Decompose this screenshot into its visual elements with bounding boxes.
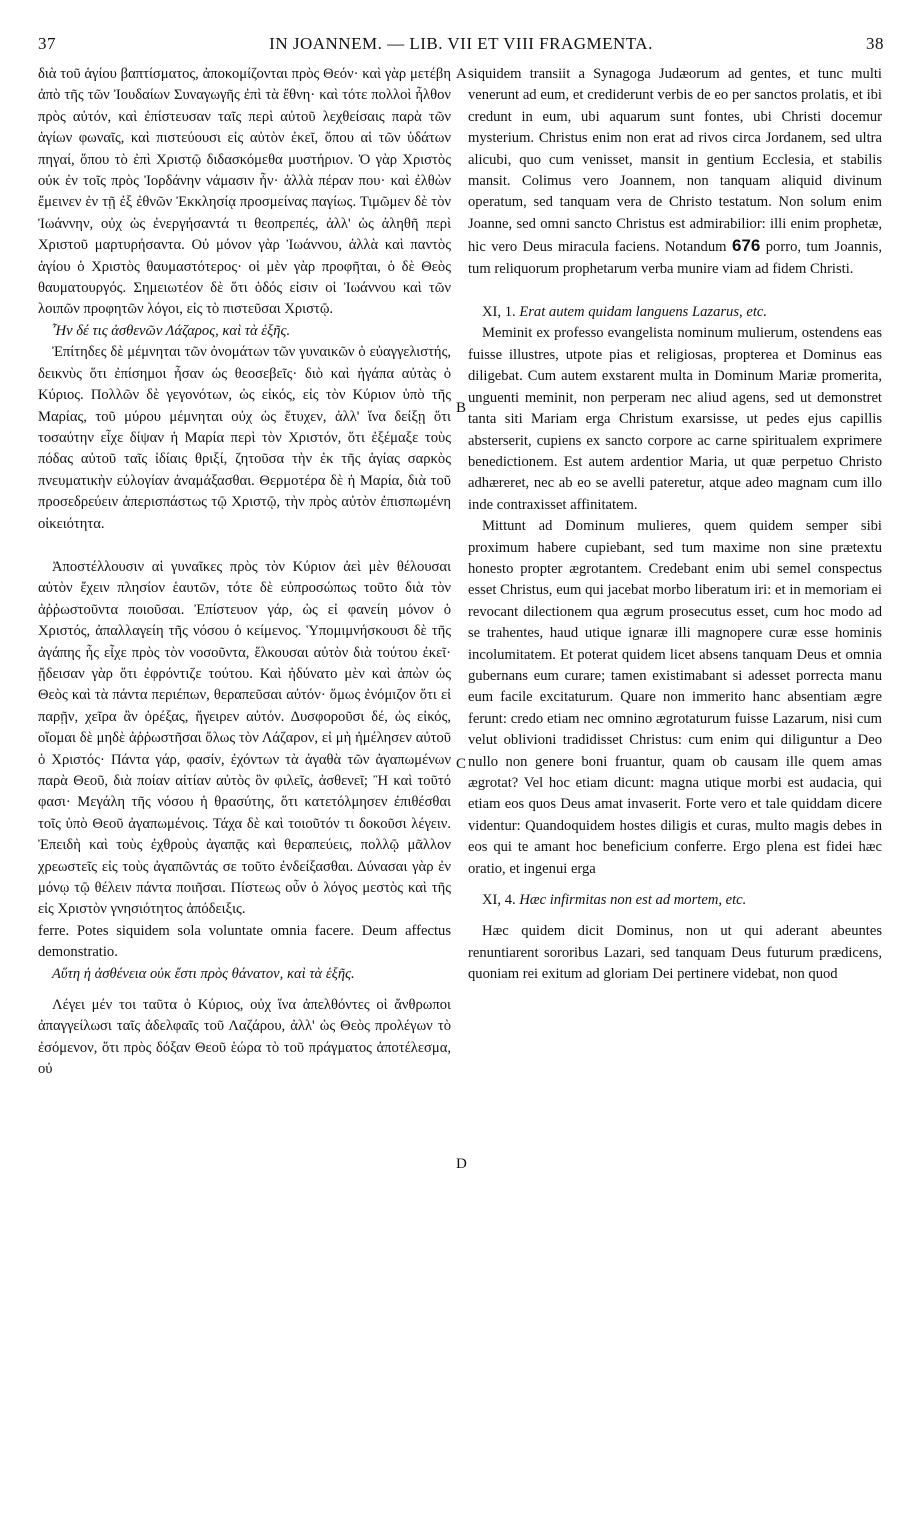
page-marker: 676	[731, 236, 761, 256]
latin-continuation: ferre. Potes siquidem sola voluntate omnia facere. Deum affectus demonstratio.	[38, 922, 451, 961]
margin-letter-d: D	[456, 1156, 467, 1172]
latin-paragraph-1	[468, 64, 882, 280]
running-title: IN JOANNEM. — LIB. VII ET VIII FRAGMENTA.	[269, 34, 653, 53]
latin-paragraph-1-b: porro, tum Joannis, tum reliquorum prophetarum verba munire viam ad fidem Christi.	[468, 239, 882, 277]
right-page-number: 38	[866, 34, 884, 53]
section-number-2: XI, 4.	[482, 892, 516, 909]
latin-lemma-2: Hæc infirmitas non est ad mortem, etc.	[519, 892, 747, 909]
greek-lemma-1: Ἦν δέ τις ἀσθενῶν Λάζαρος, καὶ τὰ ἑξῆς.	[52, 322, 291, 339]
greek-paragraph-3: Ἀποστέλλουσιν αἱ γυναῖκες πρὸς τὸν Κύριον ἀεὶ μὲν θέλουσαι αὐτὸν ἔχειν πλησίον ἑαυτῶν, τότε δὲ εὐπροσώπως τοῦτο διὰ τὸν ἀῤῥωστοῦντα ποιοῦσαι. Ἐπίστευον γάρ, ὡς εἰ φανείη μόνον ὁ Χριστός, ἀπαλλαγείη τῆς νόσου ὁ κείμενος. Ὑπομιμνήσκουσι δὲ τῆς ἀγάπης ἧς εἶχε πρὸς τὸν νοσοῦντα, ἕλκουσαι αὐτὸν διὰ τούτου ἐκεῖ· ᾔδεισαν γὰρ ὅτι ἐφρόντιζε τούτου. Καὶ ἠδύνατο μὲν καὶ ἀπὼν ὡς Θεὸς καὶ τὰ πάντα περιέπων, θεραπεῦσαι αὐτόν· ὅμως ἐνόμιζον ὅτι εἰ παρῇν, χεῖρα ἂν ὀρέξας, ἤγειρεν αὐτόν. Δυσφοροῦσι δέ, ὡς εἰκός, οἴομαι δὲ μηδὲ ἀῤῥωστῆσαι ὅλως τὸν Λάζαρον, εἰ μὴ ἠμέλησεν αὐτοῦ ὁ Χριστός· Πάντα γάρ, φασίν, ἐχόντων τὰ ἀγαθὰ τῶν ἀγαπωμένων παρὰ Θεοῦ, διὰ ποίαν αἰτίαν αὐτὸς ὃν φιλεῖς, ἀσθενεῖ; Ἢ καὶ τοῦτό φασι· Μεγάλη τῆς νόσου ἡ θρασύτης, ὅτι κατετόλμησεν ἐπιθέσθαι τοῖς ὑπὸ Θεοῦ ἀγαπωμένοις. Τάχα δὲ καὶ τοιοῦτόν τι δοκοῦσι λέγειν. Ἐπειδὴ καὶ τοὺς ἐχθροὺς ἀγαπᾷς καὶ θεραπεύεις, πολλῷ μᾶλλον χρεωστεῖς εἰς τοὺς ἀγαπῶντάς σε τοῦτο ἐνδείξασθαι. Δύνασαι γὰρ ἐν μόνῳ τῷ θέλειν πάντα ποιῆσαι. Πίστεως οὖν ὁ λόγος μεστὸς καὶ τῆς εἰς Χριστὸν γνησιότητος ἀπόδειξις.	[38, 558, 451, 918]
latin-column	[468, 64, 882, 986]
greek-paragraph-2: Ἐπίτηδες δὲ μέμνηται τῶν ὀνομάτων τῶν γυναικῶν ὁ εὐαγγελιστής, δεικνὺς ὅτι ἐπίσημοι ἦσαν ὡς θεοσεβεῖς· διὸ καὶ ἠγάπα αὐτὰς ὁ Κύριος. Πολλῶν δὲ γεγονότων, ὡς εἰκός, εἰς τὸν Κύριον ὑπὸ τῆς Μαρίας, τοῦ μύρου μέμνηται οὐχ ὡς ἔτυχεν, ἀλλ' ἵνα δείξῃ ὅτι τοσαύτην εἶχε δίψαν ἡ Μαρία περὶ τὸν Χριστόν, ὅτι ἐξέμαξε τοὺς πόδας αὐτοῦ ταῖς ἰδίαις θριξί, ζητοῦσα τὴν ἐκ τῆς ἁγίας σαρκὸς πνευματικὴν εὐλογίαν ἀναμάξασθαι. Θερμοτέρα δὲ ἡ Μαρία, διὰ τοῦ προσεδρεύειν ἀπερισπάστως τῷ Χριστῷ, τὴν πρὸς αὐτὸν ἐπισπωμένη οἰκειότητα.	[38, 344, 451, 532]
running-header	[38, 34, 884, 58]
latin-paragraph-1-a: siquidem transiit a Synagoga Judæorum ad gentes, et tunc multi venerunt ad eum, et crediderunt verbis de eo per sanctos prolatis, et ibi credunt in eum, ubi aquarum sunt fontes, ubi Christi docemur mysterium. Christus enim non erat ad rivos circa Jordanem, sed ultra alicubi, quo cum venisset, mansit in gentium Ecclesia, et stabilis mansit. Colimus vero Joannem, non tanquam aliquid divinum operatum, sed tanquam vera de Christo testatum. Non solum enim Joanne, sed omni sancto Christus est admirabilior: illi enim prophetæ, hic vero Deus miracula faciens. Notandum	[468, 66, 882, 256]
latin-section-heading-1	[468, 302, 882, 323]
greek-column	[38, 64, 451, 1081]
latin-paragraph-4: Hæc quidem dicit Dominus, non ut qui aderant abeuntes renuntiarent sororibus Lazari, sed tanquam Deus futurum prædicens, quoniam rei exitum ad gloriam Dei pertinere videbat, non quod	[468, 923, 882, 983]
latin-lemma-1: Erat autem quidam languens Lazarus, etc.	[519, 304, 767, 321]
left-page-number: 37	[38, 34, 56, 53]
margin-letter-b: B	[456, 400, 467, 416]
greek-paragraph-1: διὰ τοῦ ἁγίου βαπτίσματος, ἀποκομίζονται πρὸς Θεόν· καὶ γὰρ μετέβη ἀπὸ τῆς τῶν Ἰουδαίων Συναγωγῆς ἐπὶ τὰ ἔθνη· καὶ τότε πολλοὶ ἦλθον πρὸς αὐτόν, καὶ ἐπίστευσαν ταῖς περὶ αὐτοῦ λεχθείσαις παρὰ τῶν ἁγίων φωναῖς, καὶ πιστεύουσι εἰς αὐτὸν ἐκεῖ, ὅπου αἱ τῶν ὑδάτων πηγαί, ὅπου τὸ ἐπὶ Χριστῷ διδασκόμεθα μυστήριον. Ὁ γὰρ Χριστὸς οὐκ ἐν τοῖς πρὸς Ἰορδάνην νάμασιν ἦν· ἀλλὰ πέραν που· καὶ ἐλθὼν ἔμεινεν ἐν τῇ ἐξ ἐθνῶν Ἐκκλησίᾳ προσμείνας παγίως. Τιμῶμεν δὲ τὸν Ἰωάννην, οὐχ ὡς ἐνεργήσαντά τι θεοπρεπές, ἀλλ' ὡς ἀληθῆ περὶ Χριστοῦ μαρτυρήσαντα. Οὐ μόνον γὰρ Ἰωάννου, ἀλλὰ καὶ παντὸς ἁγίου ὁ Χριστὸς θαυμαστότερος· οἱ μὲν γὰρ προφῆται, ὁ δὲ Θεὸς θαυματουργός. Σημειωτέον δὲ ὅτι ὁδός εἰσιν οἱ Ἰωάννου καὶ τῶν λοιπῶν προφητῶν λόγοι, εἰς τὸ πιστεῦσαι Χριστῷ.	[38, 66, 451, 318]
margin-letter-c: C	[456, 756, 467, 772]
latin-paragraph-3: Mittunt ad Dominum mulieres, quem quidem semper sibi proximum habere cupiebant, sed tum maxime non sine prætextu honesto propter ægrotantem. Credebant enim ubi semel conspectus esset Christus, eum qui jacebat morbo liberatum iri: et in memoriam ei revocant dilectionem qua ægrum prosecutus esset, cum hoc modo ad se trahentes, haud utique ignaræ illi magnopere curæ esse hominis incolumitatem. Et poterat quidem licet absens tanquam Deus et omnia gubernans eum curare; tamen existimabant si adesset porrecta manu eum facile excitaturum. Quare non immerito hanc absentiam ægre ferunt: credo etiam nec omnino ægrotaturum fuisse Lazarum, nisi cum velut oblivioni tradidisset Christus: cum enim qui diliguntur a Deo nullo non genere boni fruantur, quam ob causam ille quem amas ægrotat? Vel hoc etiam dicunt: magna utique morbi est audacia, qui etiam eos quos Deus amat invaserit. Forte vero et tale quiddam dicere videntur: Quandoquidem hostes diligis et curas, multo magis debes in eos qui te amant hoc beneficium conferre. Ergo plena est fidei hæc oratio, et ingenui erga	[468, 518, 882, 877]
greek-paragraph-4: Λέγει μέν τοι ταῦτα ὁ Κύριος, οὐχ ἵνα ἀπελθόντες οἱ ἄνθρωποι ἀπαγγείλωσι ταῖς ἀδελφαῖς τοῦ Λαζάρου, ἀλλ' ὡς Θεὸς προλέγων τὸ ἐσόμενον, ὅτι πρὸς δόξαν Θεοῦ ἑώρα τὸ τοῦ πράγματος ἀποτέλεσμα, οὐ	[38, 997, 451, 1078]
latin-section-heading-2	[468, 890, 882, 911]
latin-paragraph-2: Meminit ex professo evangelista nominum mulierum, ostendens eas fuisse illustres, utpote pias et religiosas, propterea et Dominus eas diligebat. Cum autem exstarent multa in Dominum Mariæ promerita, unguenti meminit, non perperam nec aliud agens, sed ut demonstret tanta siti Mariam erga Christum exarsisse, ut pedes ejus capillis absterserit, cupiens ex sancto corpore ac carne spiritualem exprimere benedictionem. Est autem ardentior Maria, ut quæ perpetuo Christo adhæreret, nec ab eo se avelli pateretur, atque adeo magnam cum illo inde contraxisset affinitatem.	[468, 325, 882, 513]
section-number-1: XI, 1.	[482, 304, 516, 321]
greek-lemma-2: Αὕτη ἡ ἀσθένεια οὐκ ἔστι πρὸς θάνατον, καὶ τὰ ἑξῆς.	[52, 965, 355, 982]
margin-letter-a: A	[456, 66, 467, 82]
